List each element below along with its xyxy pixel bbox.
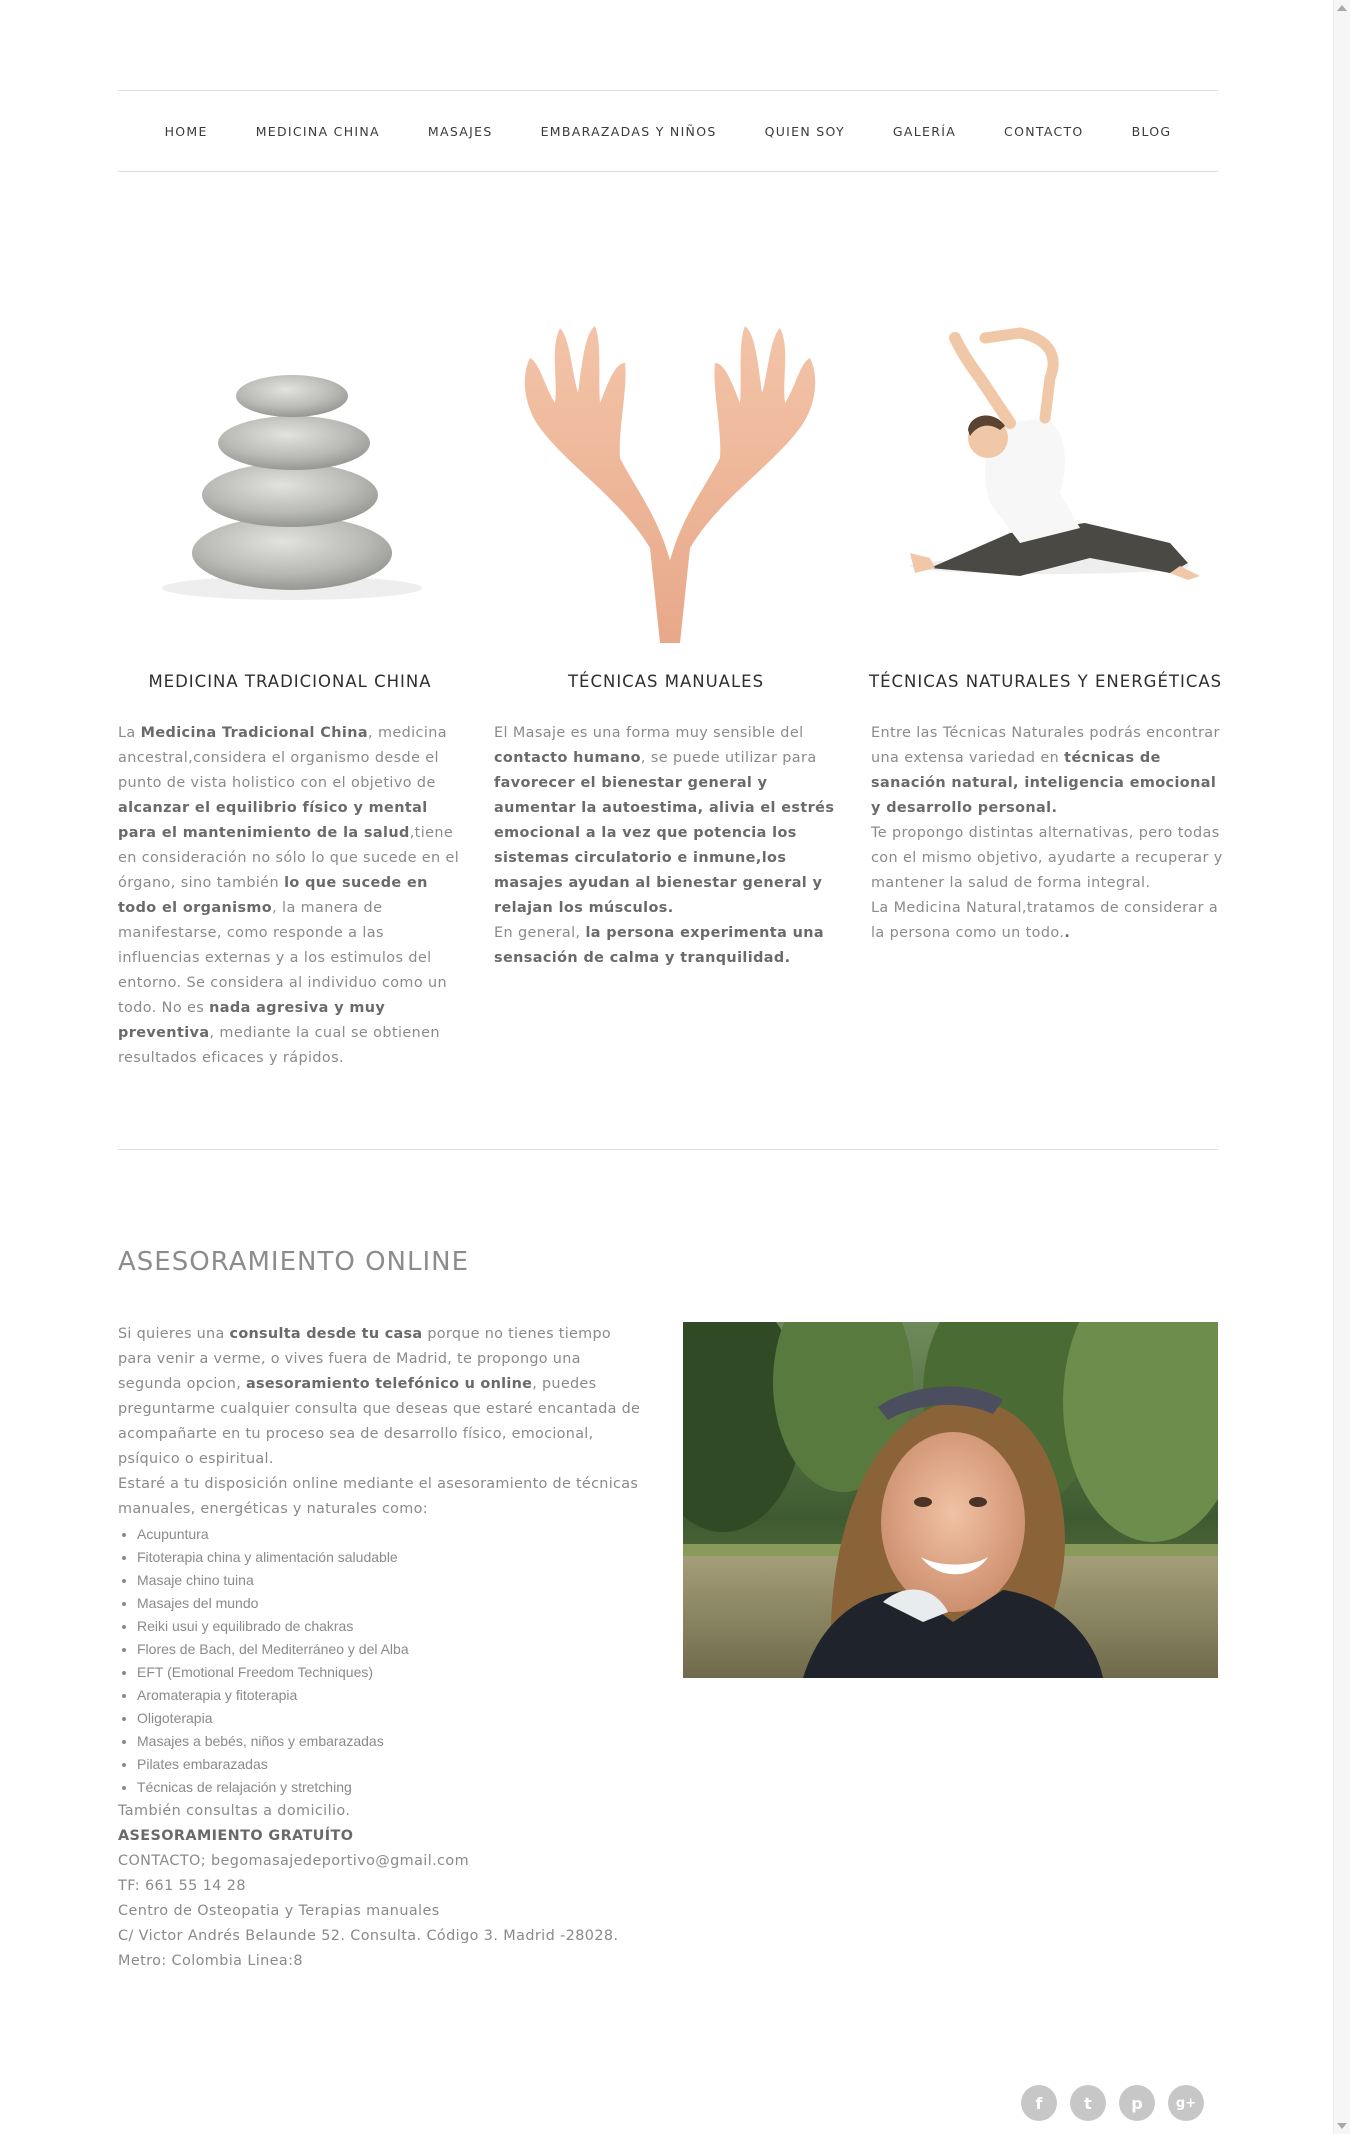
page-scrollbar[interactable] xyxy=(1333,0,1350,2134)
feature-text-tecnicas-naturales: Entre las Técnicas Naturales podrás encontrar una extensa variedad en técnicas de sanación natural, inteligencia emocional y desarrollo personal. Te propongo distintas alternativas, pero todas con el mismo objetivo, ayudarte a recuperar y mantener la salud de forma integral. La Medicina Natural,tratamos de considerar a la persona como un todo.. xyxy=(871,725,1223,941)
contact-block xyxy=(118,1799,718,1974)
service-list-item: • Masaje chino tuina xyxy=(137,1569,667,1592)
service-list-item: • Masajes del mundo xyxy=(137,1592,667,1615)
center-address: C/ Victor Andrés Belaunde 52. Consulta. Código 3. Madrid -28028. xyxy=(118,1928,619,1944)
feature-title-tecnicas-manuales: TÉCNICAS MANUALES xyxy=(567,672,765,691)
service-list-item: • Oligoterapia xyxy=(137,1707,667,1730)
portrait-photo xyxy=(683,1322,1218,1678)
social-links xyxy=(1021,2085,1204,2121)
zen-stones-image xyxy=(122,318,462,643)
stretching-person-image xyxy=(870,318,1210,643)
nav-item-medicina-china[interactable]: MEDICINA CHINA xyxy=(255,123,380,139)
contact-phone: TF: 661 55 14 28 xyxy=(118,1878,246,1894)
nav-item-contacto[interactable]: CONTACTO xyxy=(1004,123,1084,139)
online-intro-text: Si quieres una consulta desde tu casa porque no tienes tiempo para venir a verme, o vives fuera de Madrid, te propongo una segunda opcion, asesoramiento telefónico u online, puedes preguntarme cualquier consulta que deseas que estaré encantada de acompañarte en tu proceso sea de desarrollo físico, emocional, psíquico o espiritual. Estaré a tu disposición online mediante el asesoramiento de técnicas manuales, energéticas y naturales como: xyxy=(118,1326,641,1517)
feature-title-medicina: MEDICINA TRADICIONAL CHINA xyxy=(148,672,432,691)
feature-title-tecnicas-naturales: TÉCNICAS NATURALES Y ENERGÉTICAS xyxy=(869,672,1223,691)
service-list-item: • Reiki usui y equilibrado de chakras xyxy=(137,1615,667,1638)
nav-item-blog[interactable]: BLOG xyxy=(1131,123,1172,139)
open-hands-image xyxy=(500,318,840,643)
main-nav xyxy=(118,91,1218,171)
service-list-item: • Flores de Bach, del Mediterráneo y del Alba xyxy=(137,1638,667,1661)
nav-item-galeria[interactable]: GALERÍA xyxy=(892,123,957,139)
nav-bottom-divider xyxy=(118,171,1218,172)
center-name: Centro de Osteopatia y Terapias manuales xyxy=(118,1903,440,1919)
service-list-item: • Pilates embarazadas xyxy=(137,1753,667,1776)
nav-item-embarazadas[interactable]: EMBARAZADAS Y NIÑOS xyxy=(540,123,717,139)
section-title-online: ASESORAMIENTO ONLINE xyxy=(118,1247,470,1277)
metro-info: Metro: Colombia Linea:8 xyxy=(118,1953,303,1969)
pinterest-icon[interactable]: p xyxy=(1119,2085,1155,2121)
free-advice-label: ASESORAMIENTO GRATUÍTO xyxy=(118,1828,354,1844)
twitter-icon[interactable]: t xyxy=(1070,2085,1106,2121)
service-list-item: • Masajes a bebés, niños y embarazadas xyxy=(137,1730,667,1753)
feature-text-tecnicas-manuales: El Masaje es una forma muy sensible del contacto humano, se puede utilizar para favorecer el bienestar general y aumentar la autoestima, alivia el estrés emocional a la vez que potencia los sistemas circulatorio e inmune,los masajes ayudan al bienestar general y relajan los músculos. En general, la persona experimenta una sensación de calma y tranquilidad. xyxy=(494,725,835,966)
services-list xyxy=(118,1523,667,1799)
service-list-item: • Técnicas de relajación y stretching xyxy=(137,1776,667,1799)
contact-email[interactable]: CONTACTO; begomasajedeportivo@gmail.com xyxy=(118,1853,469,1869)
nav-item-quien-soy[interactable]: QUIEN SOY xyxy=(764,123,845,139)
scroll-down-icon[interactable] xyxy=(1337,2123,1347,2129)
scroll-up-icon[interactable] xyxy=(1337,5,1347,11)
facebook-icon[interactable]: f xyxy=(1021,2085,1057,2121)
nav-item-home[interactable]: HOME xyxy=(164,123,208,139)
service-list-item: • Acupuntura xyxy=(137,1523,667,1546)
feature-text-medicina: La Medicina Tradicional China, medicina ancestral,considera el organismo desde el punto de vista holistico con el objetivo de alcanzar el equilibrio físico y mental para el mantenimiento de la salud,tiene en consideración no sólo lo que sucede en el órgano, sino también lo que sucede en todo el organismo, la manera de manifestarse, como responde a las influencias externas y a los estimulos del entorno. Se considera al individuo como un todo. No es nada agresiva y muy preventiva, mediante la cual se obtienen resultados eficaces y rápidos. xyxy=(118,725,460,1066)
google-plus-icon[interactable]: g+ xyxy=(1168,2085,1204,2121)
service-list-item: • Fitoterapia china y alimentación saludable xyxy=(137,1546,667,1569)
service-list-item: • EFT (Emotional Freedom Techniques) xyxy=(137,1661,667,1684)
section-divider xyxy=(118,1149,1218,1150)
nav-item-masajes[interactable]: MASAJES xyxy=(427,123,493,139)
home-visits-text: También consultas a domicilio. xyxy=(118,1803,351,1819)
service-list-item: • Aromaterapia y fitoterapia xyxy=(137,1684,667,1707)
